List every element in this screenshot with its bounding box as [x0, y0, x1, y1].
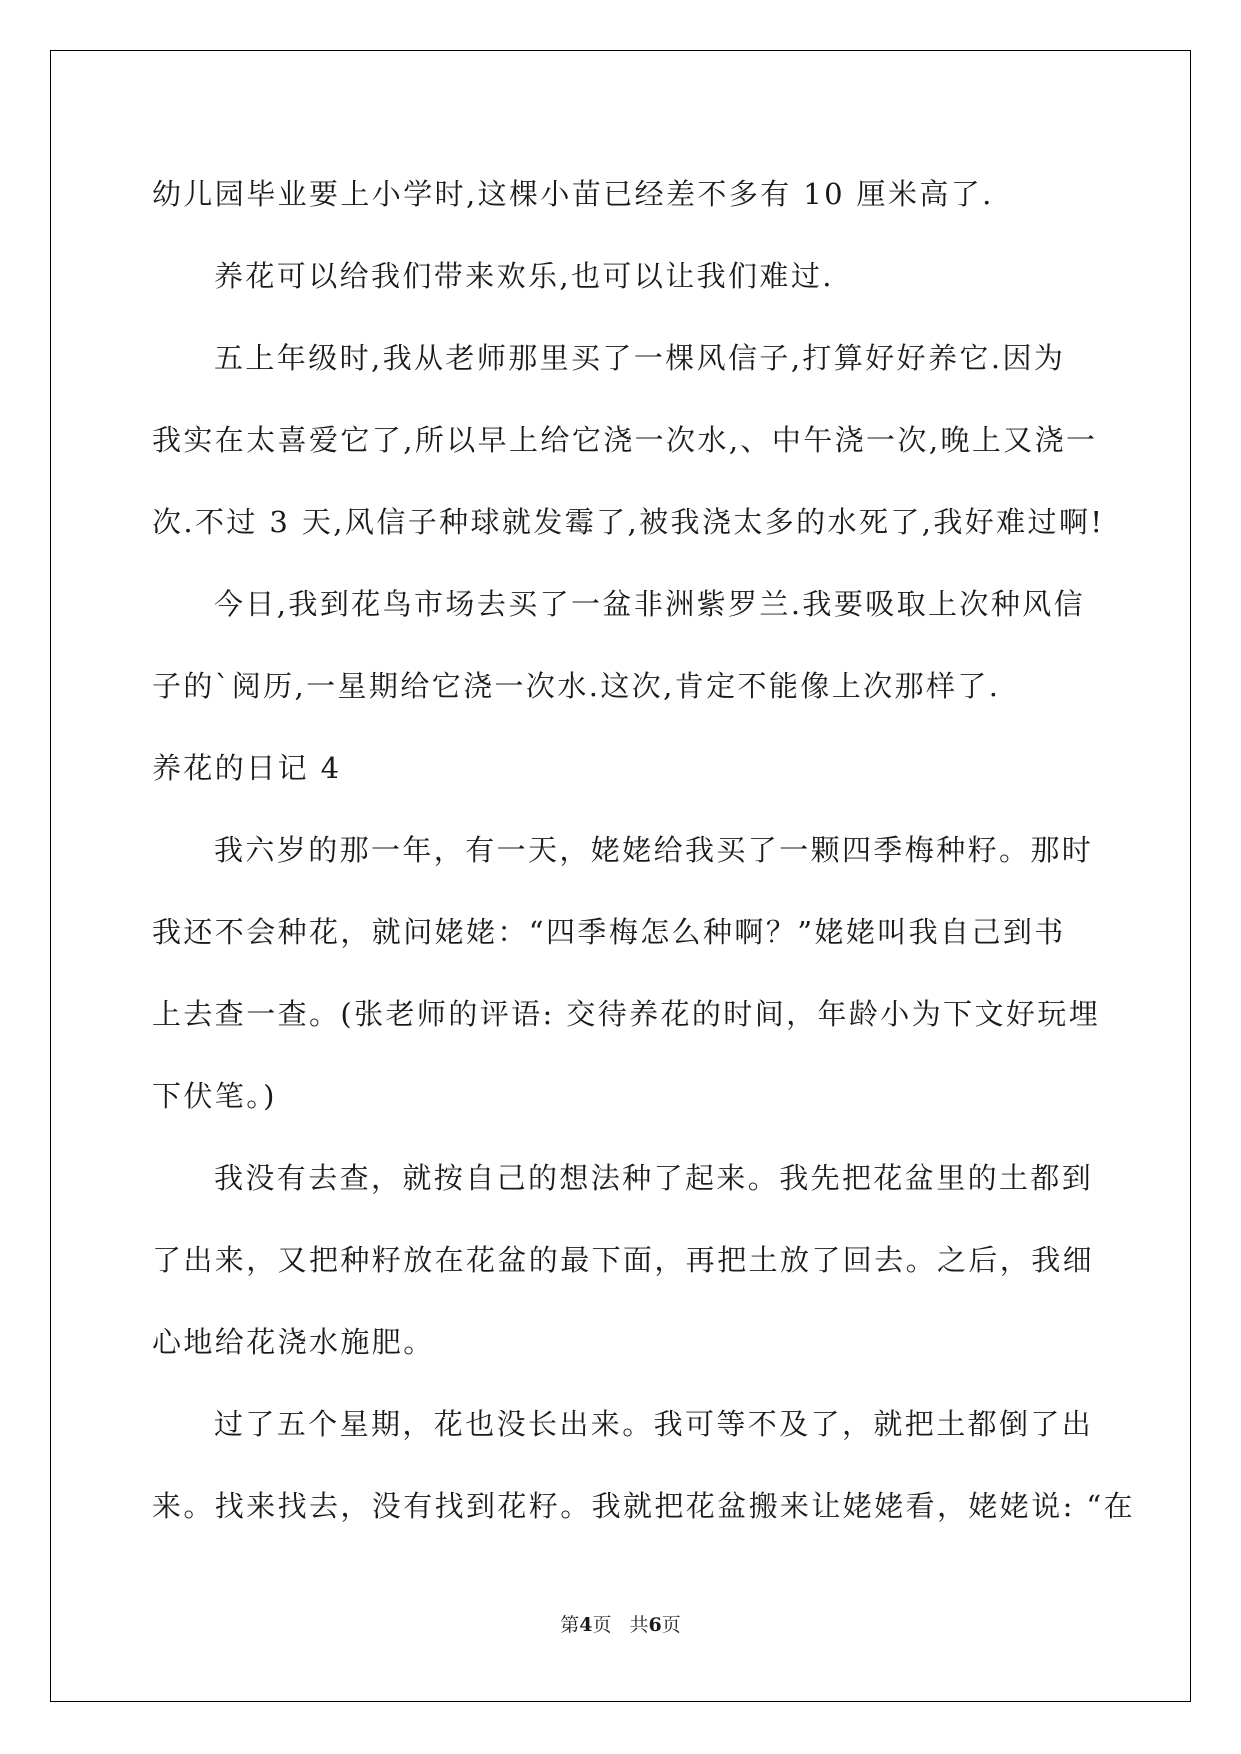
section-heading: 养花的日记 4	[152, 751, 342, 785]
text-line: 我还不会种花，就问姥姥：“四季梅怎么种啊？”姥姥叫我自己到书	[152, 915, 1066, 949]
footer-total-suffix: 页	[661, 1614, 681, 1636]
text-line: 幼儿园毕业要上小学时,这棵小苗已经差不多有 10 厘米高了.	[152, 177, 994, 211]
page-footer	[0, 1610, 1241, 1637]
footer-prefix: 第	[560, 1614, 580, 1636]
text-line: 我六岁的那一年，有一天，姥姥给我买了一颗四季梅种籽。那时	[214, 833, 1094, 867]
total-page-count: 6	[648, 1614, 662, 1636]
text-line: 养花可以给我们带来欢乐,也可以让我们难过.	[214, 259, 834, 293]
current-page-number: 4	[579, 1614, 593, 1636]
text-line: 下伏笔。)	[152, 1079, 277, 1113]
text-line: 五上年级时,我从老师那里买了一棵风信子,打算好好养它.因为	[214, 341, 1066, 375]
text-line: 我没有去查，就按自己的想法种了起来。我先把花盆里的土都到	[214, 1161, 1094, 1195]
footer-page-word: 页	[592, 1614, 612, 1636]
text-line: 来。找来找去，没有找到花籽。我就把花盆搬来让姥姥看，姥姥说: “在	[152, 1489, 1136, 1523]
document-body	[152, 153, 1136, 1547]
text-line: 我实在太喜爱它了,所以早上给它浇一次水,、中午浇一次,晚上又浇一	[152, 423, 1098, 457]
footer-total-prefix: 共	[629, 1614, 649, 1636]
text-line: 子的`阅历,一星期给它浇一次水.这次,肯定不能像上次那样了.	[152, 669, 1001, 703]
text-line: 上去查一查。(张老师的评语: 交待养花的时间，年龄小为下文好玩埋	[152, 997, 1101, 1031]
text-line: 今日,我到花鸟市场去买了一盆非洲紫罗兰.我要吸取上次种风信	[214, 587, 1086, 621]
text-line: 次.不过 3 天,风信子种球就发霉了,被我浇太多的水死了,我好难过啊!	[152, 505, 1105, 539]
text-line: 过了五个星期，花也没长出来。我可等不及了，就把土都倒了出	[214, 1407, 1094, 1441]
text-line: 了出来，又把种籽放在花盆的最下面，再把土放了回去。之后，我细	[152, 1243, 1095, 1277]
text-line: 心地给花浇水施肥。	[152, 1325, 435, 1359]
